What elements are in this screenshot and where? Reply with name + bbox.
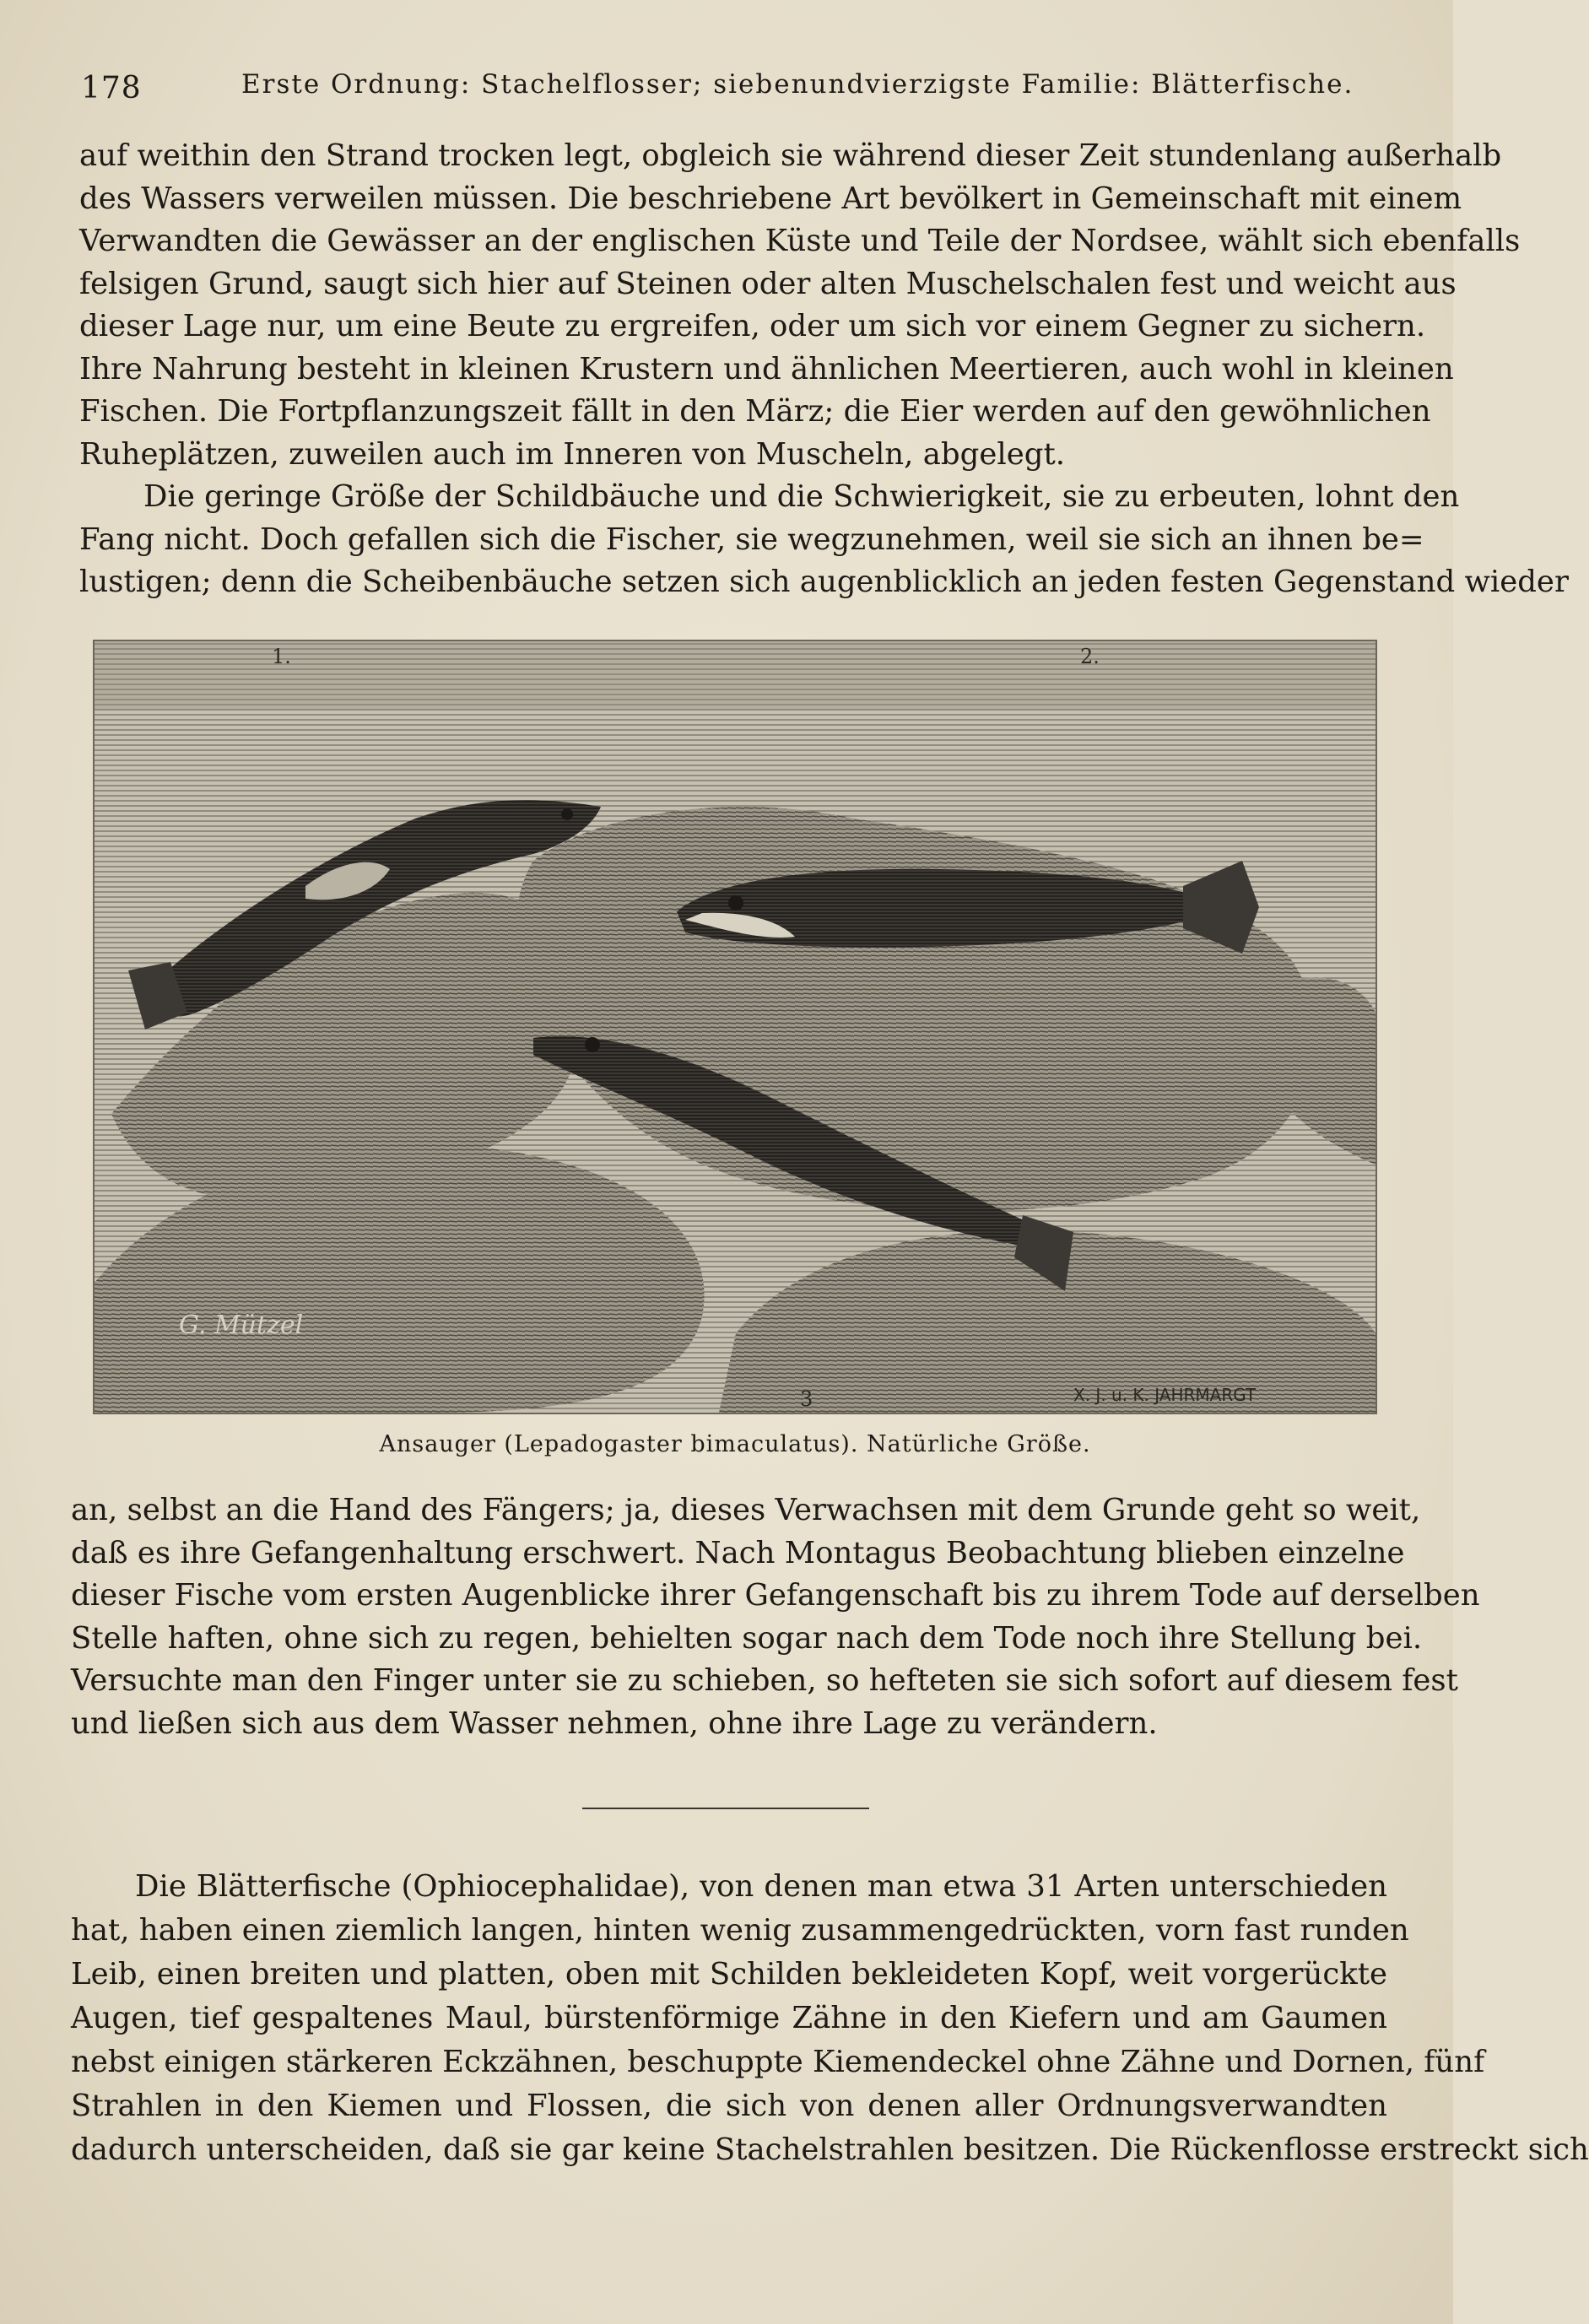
text-line: Die geringe Größe der Schildbäuche und die Schwierigkeit, sie zu erbeuten, lohnt den bbox=[143, 479, 1460, 514]
text-line: Strahlen in den Kiemen und Flossen, die sich von denen aller Ordnungsverwandten bbox=[71, 2089, 1387, 2123]
page-header bbox=[81, 66, 1397, 108]
text-line: auf weithin den Strand trocken legt, obgleich sie während dieser Zeit stundenlang außerhalb bbox=[79, 138, 1502, 173]
engraver-signature: X. J. u. K. JAHRMARGT bbox=[1073, 1385, 1257, 1405]
text-line: Augen, tief gespaltenes Maul, bürstenförmige Zähne in den Kiefern und am Gaumen bbox=[71, 2001, 1387, 2035]
text-line: Ruheplätzen, zuweilen auch im Inneren von Muscheln, abgelegt. bbox=[79, 436, 1065, 472]
running-title: Erste Ordnung: Stachelflosser; siebenundvierzigste Familie: Blätterfische. bbox=[241, 69, 1354, 100]
text-line: Die Blätterfische (Ophiocephalidae), von denen man etwa 31 Arten unterschieden bbox=[135, 1869, 1387, 1904]
text-line: Verwandten die Gewässer an der englischen Küste und Teile der Nordsee, wählt sich ebenfalls bbox=[79, 224, 1521, 258]
text-line: Stelle haften, ohne sich zu regen, behielten sogar nach dem Tode noch ihre Stellung bei. bbox=[71, 1620, 1423, 1656]
label-1: 1. bbox=[272, 645, 291, 668]
text-line: und ließen sich aus dem Wasser nehmen, ohne ihre Lage zu verändern. bbox=[71, 1705, 1158, 1741]
text-line: Leib, einen breiten und platten, oben mit Schilden bekleideten Kopf, weit vorgerückte bbox=[71, 1957, 1387, 1992]
text-line: an, selbst an die Hand des Fängers; ja, dieses Verwachsen mit dem Grunde geht so weit, bbox=[71, 1493, 1421, 1527]
text-line: lustigen; denn die Scheibenbäuche setzen sich augenblicklich an jeden festen Gegenstand wieder bbox=[79, 565, 1569, 599]
text-line: nebst einigen stärkeren Eckzähnen, beschuppte Kiemendeckel ohne Zähne und Dornen, fünf bbox=[71, 2045, 1485, 2079]
text-line: daß es ihre Gefangenhaltung erschwert. Nach Montagus Beobachtung blieben einzelne bbox=[71, 1535, 1405, 1570]
text-line: Fang nicht. Doch gefallen sich die Fischer, sie wegzunehmen, weil sie sich an ihnen be= bbox=[79, 522, 1424, 557]
text-block-bottom bbox=[71, 1865, 1589, 2172]
text-line: Fischen. Die Fortpflanzungszeit fällt in den März; die Eier werden auf den gewöhnlichen bbox=[79, 394, 1431, 429]
engraving-illustration bbox=[93, 640, 1377, 1414]
text-line: hat, haben einen ziemlich langen, hinten wenig zusammengedrückten, vorn fast runden bbox=[71, 1913, 1409, 1948]
text-line: des Wassers verweilen müssen. Die beschriebene Art bevölkert in Gemeinschaft mit einem bbox=[79, 181, 1462, 216]
text-line: Versuchte man den Finger unter sie zu schieben, so hefteten sie sich sofort auf diesem fest bbox=[71, 1663, 1458, 1698]
figure-caption: Ansauger (Lepadogaster bimaculatus). Natürliche Größe. bbox=[379, 1431, 1091, 1457]
label-3: 3 bbox=[800, 1387, 813, 1411]
text-line: dadurch unterscheiden, daß sie gar keine Stachelstrahlen besitzen. Die Rückenflosse erstreckt sich bbox=[71, 2132, 1589, 2167]
text-line: Ihre Nahrung besteht in kleinen Krustern und ähnlichen Meertieren, auch wohl in kleinen bbox=[79, 351, 1454, 386]
text-line: dieser Fische vom ersten Augenblicke ihrer Gefangenschaft bis zu ihrem Tode auf derselben bbox=[71, 1578, 1480, 1613]
section-divider bbox=[582, 1808, 869, 1809]
text-line: dieser Lage nur, um eine Beute zu ergreifen, oder um sich vor einem Gegner zu sichern. bbox=[79, 309, 1426, 343]
page-number: 178 bbox=[81, 71, 142, 105]
label-2: 2. bbox=[1080, 645, 1100, 668]
text-line: felsigen Grund, saugt sich hier auf Steinen oder alten Muschelschalen fest und weicht aus bbox=[79, 266, 1457, 301]
artist-signature: G. Mützel bbox=[179, 1311, 304, 1340]
text-block-top bbox=[79, 135, 1569, 604]
text-block-middle bbox=[71, 1489, 1480, 1745]
